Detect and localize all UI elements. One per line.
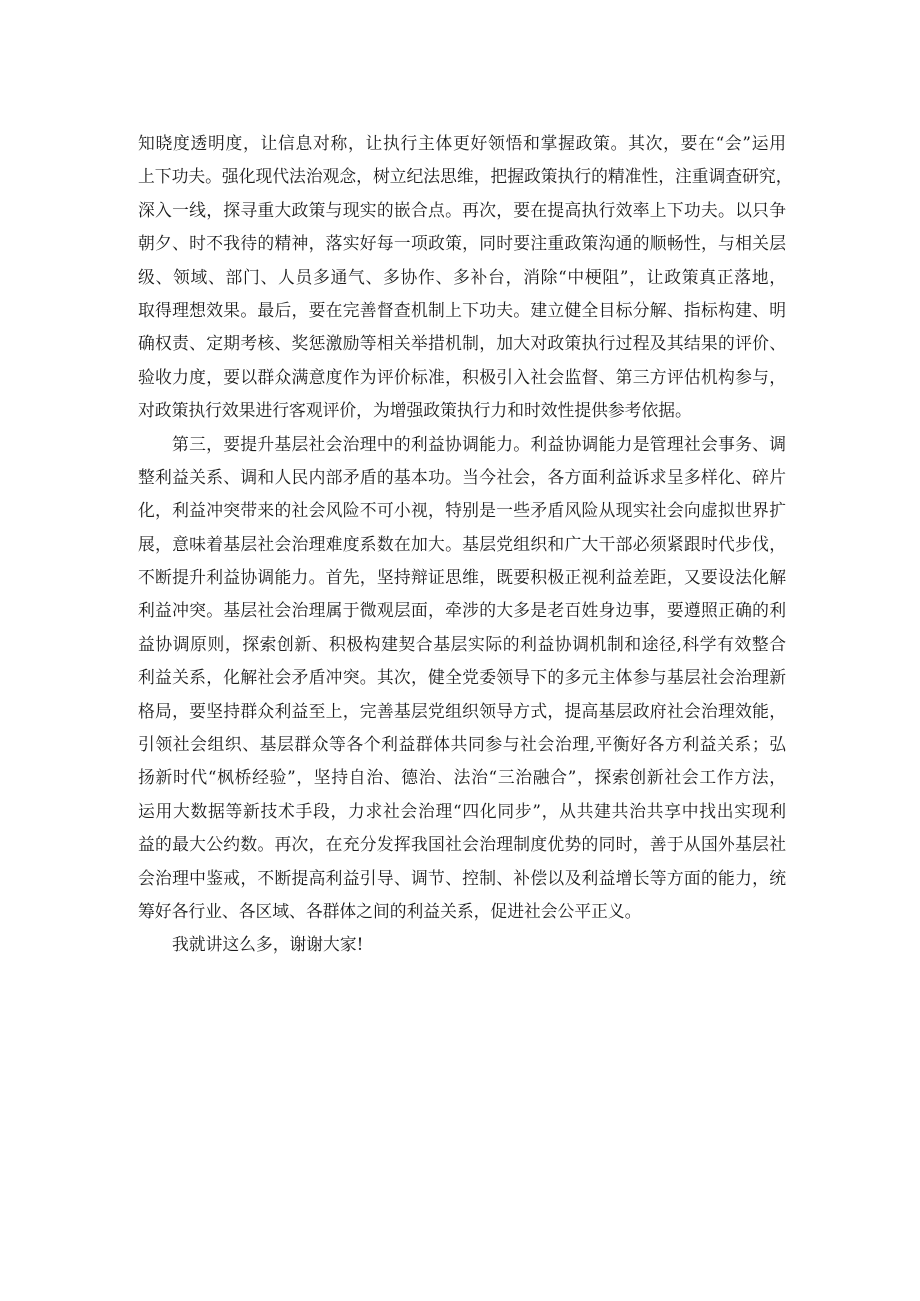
text-line: 深入一线，探寻重大政策与现实的嵌合点。再次，要在提高执行效率上下功夫。以只争 [138, 199, 786, 220]
document-body [138, 127, 793, 962]
text-line: 确权责、定期考核、奖惩激励等相关举措机制，加大对政策执行过程及其结果的评价、 [138, 333, 786, 354]
text-line: 验收力度，要以群众满意度作为评价标准，积极引入社会监督、第三方评估机构参与， [138, 366, 786, 387]
text-line: 级、领域、部门、人员多通气、多协作、多补台，消除“中梗阻”，让政策真正落地， [138, 266, 786, 287]
text-line: 朝夕、时不我待的精神，落实好每一项政策，同时要注重政策沟通的顺畅性，与相关层 [138, 233, 786, 254]
text-line: 扬新时代“枫桥经验”，坚持自治、德治、法治“三治融合”，探索创新社会工作方法， [138, 767, 786, 788]
text-line: 化，利益冲突带来的社会风险不可小视，特别是一些矛盾风险从现实社会向虚拟世界扩 [138, 500, 786, 521]
text-line: 对政策执行效果进行客观评价，为增强政策执行力和时效性提供参考依据。 [138, 400, 692, 421]
text-line: 益协调原则，探索创新、积极构建契合基层实际的利益协调机制和途径,科学有效整合 [138, 633, 786, 654]
paragraph-closing [138, 928, 786, 961]
text-line: 会治理中鉴戒，不断提高利益引导、调节、控制、补偿以及利益增长等方面的能力，统 [138, 867, 786, 888]
text-line: 格局，要坚持群众利益至上，完善基层党组织领导方式，提高基层政府社会治理效能， [138, 700, 786, 721]
text-line: 益的最大公约数。再次，在充分发挥我国社会治理制度优势的同时，善于从国外基层社 [138, 834, 786, 855]
text-line: 取得理想效果。最后，要在完善督查机制上下功夫。建立健全目标分解、指标构建、明 [138, 299, 786, 320]
text-line: 展，意味着基层社会治理难度系数在加大。基层党组织和广大干部必须紧跟时代步伐， [138, 533, 786, 554]
closing-line: 我就讲这么多，谢谢大家! [172, 934, 364, 955]
paragraph-interest-coordination [138, 428, 786, 929]
text-line: 利益冲突。基层社会治理属于微观层面，牵涉的大多是老百姓身边事，要遵照正确的利 [138, 600, 786, 621]
text-line: 引领社会组织、基层群众等各个利益群体共同参与社会治理,平衡好各方利益关系；弘 [138, 734, 786, 755]
text-line: 不断提升利益协调能力。首先，坚持辩证思维，既要积极正视利益差距，又要设法化解 [138, 567, 786, 588]
text-line: 利益关系，化解社会矛盾冲突。其次，健全党委领导下的多元主体参与基层社会治理新 [138, 667, 786, 688]
text-line: 上下功夫。强化现代法治观念，树立纪法思维，把握政策执行的精准性，注重调查研究， [138, 166, 793, 187]
paragraph-policy-execution [138, 127, 793, 428]
text-line: 运用大数据等新技术手段，力求社会治理“四化同步”，从共建共治共享中找出实现利 [138, 800, 786, 821]
text-line: 筹好各行业、各区域、各群体之间的利益关系，促进社会公平正义。 [138, 900, 642, 921]
text-line: 整利益关系、调和人民内部矛盾的基本功。当今社会，各方面利益诉求呈多样化、碎片 [138, 466, 786, 487]
text-line: 知晓度透明度，让信息对称，让执行主体更好领悟和掌握政策。其次，要在“会”运用 [138, 133, 786, 153]
text-line: 第三，要提升基层社会治理中的利益协调能力。利益协调能力是管理社会事务、调 [172, 433, 786, 454]
